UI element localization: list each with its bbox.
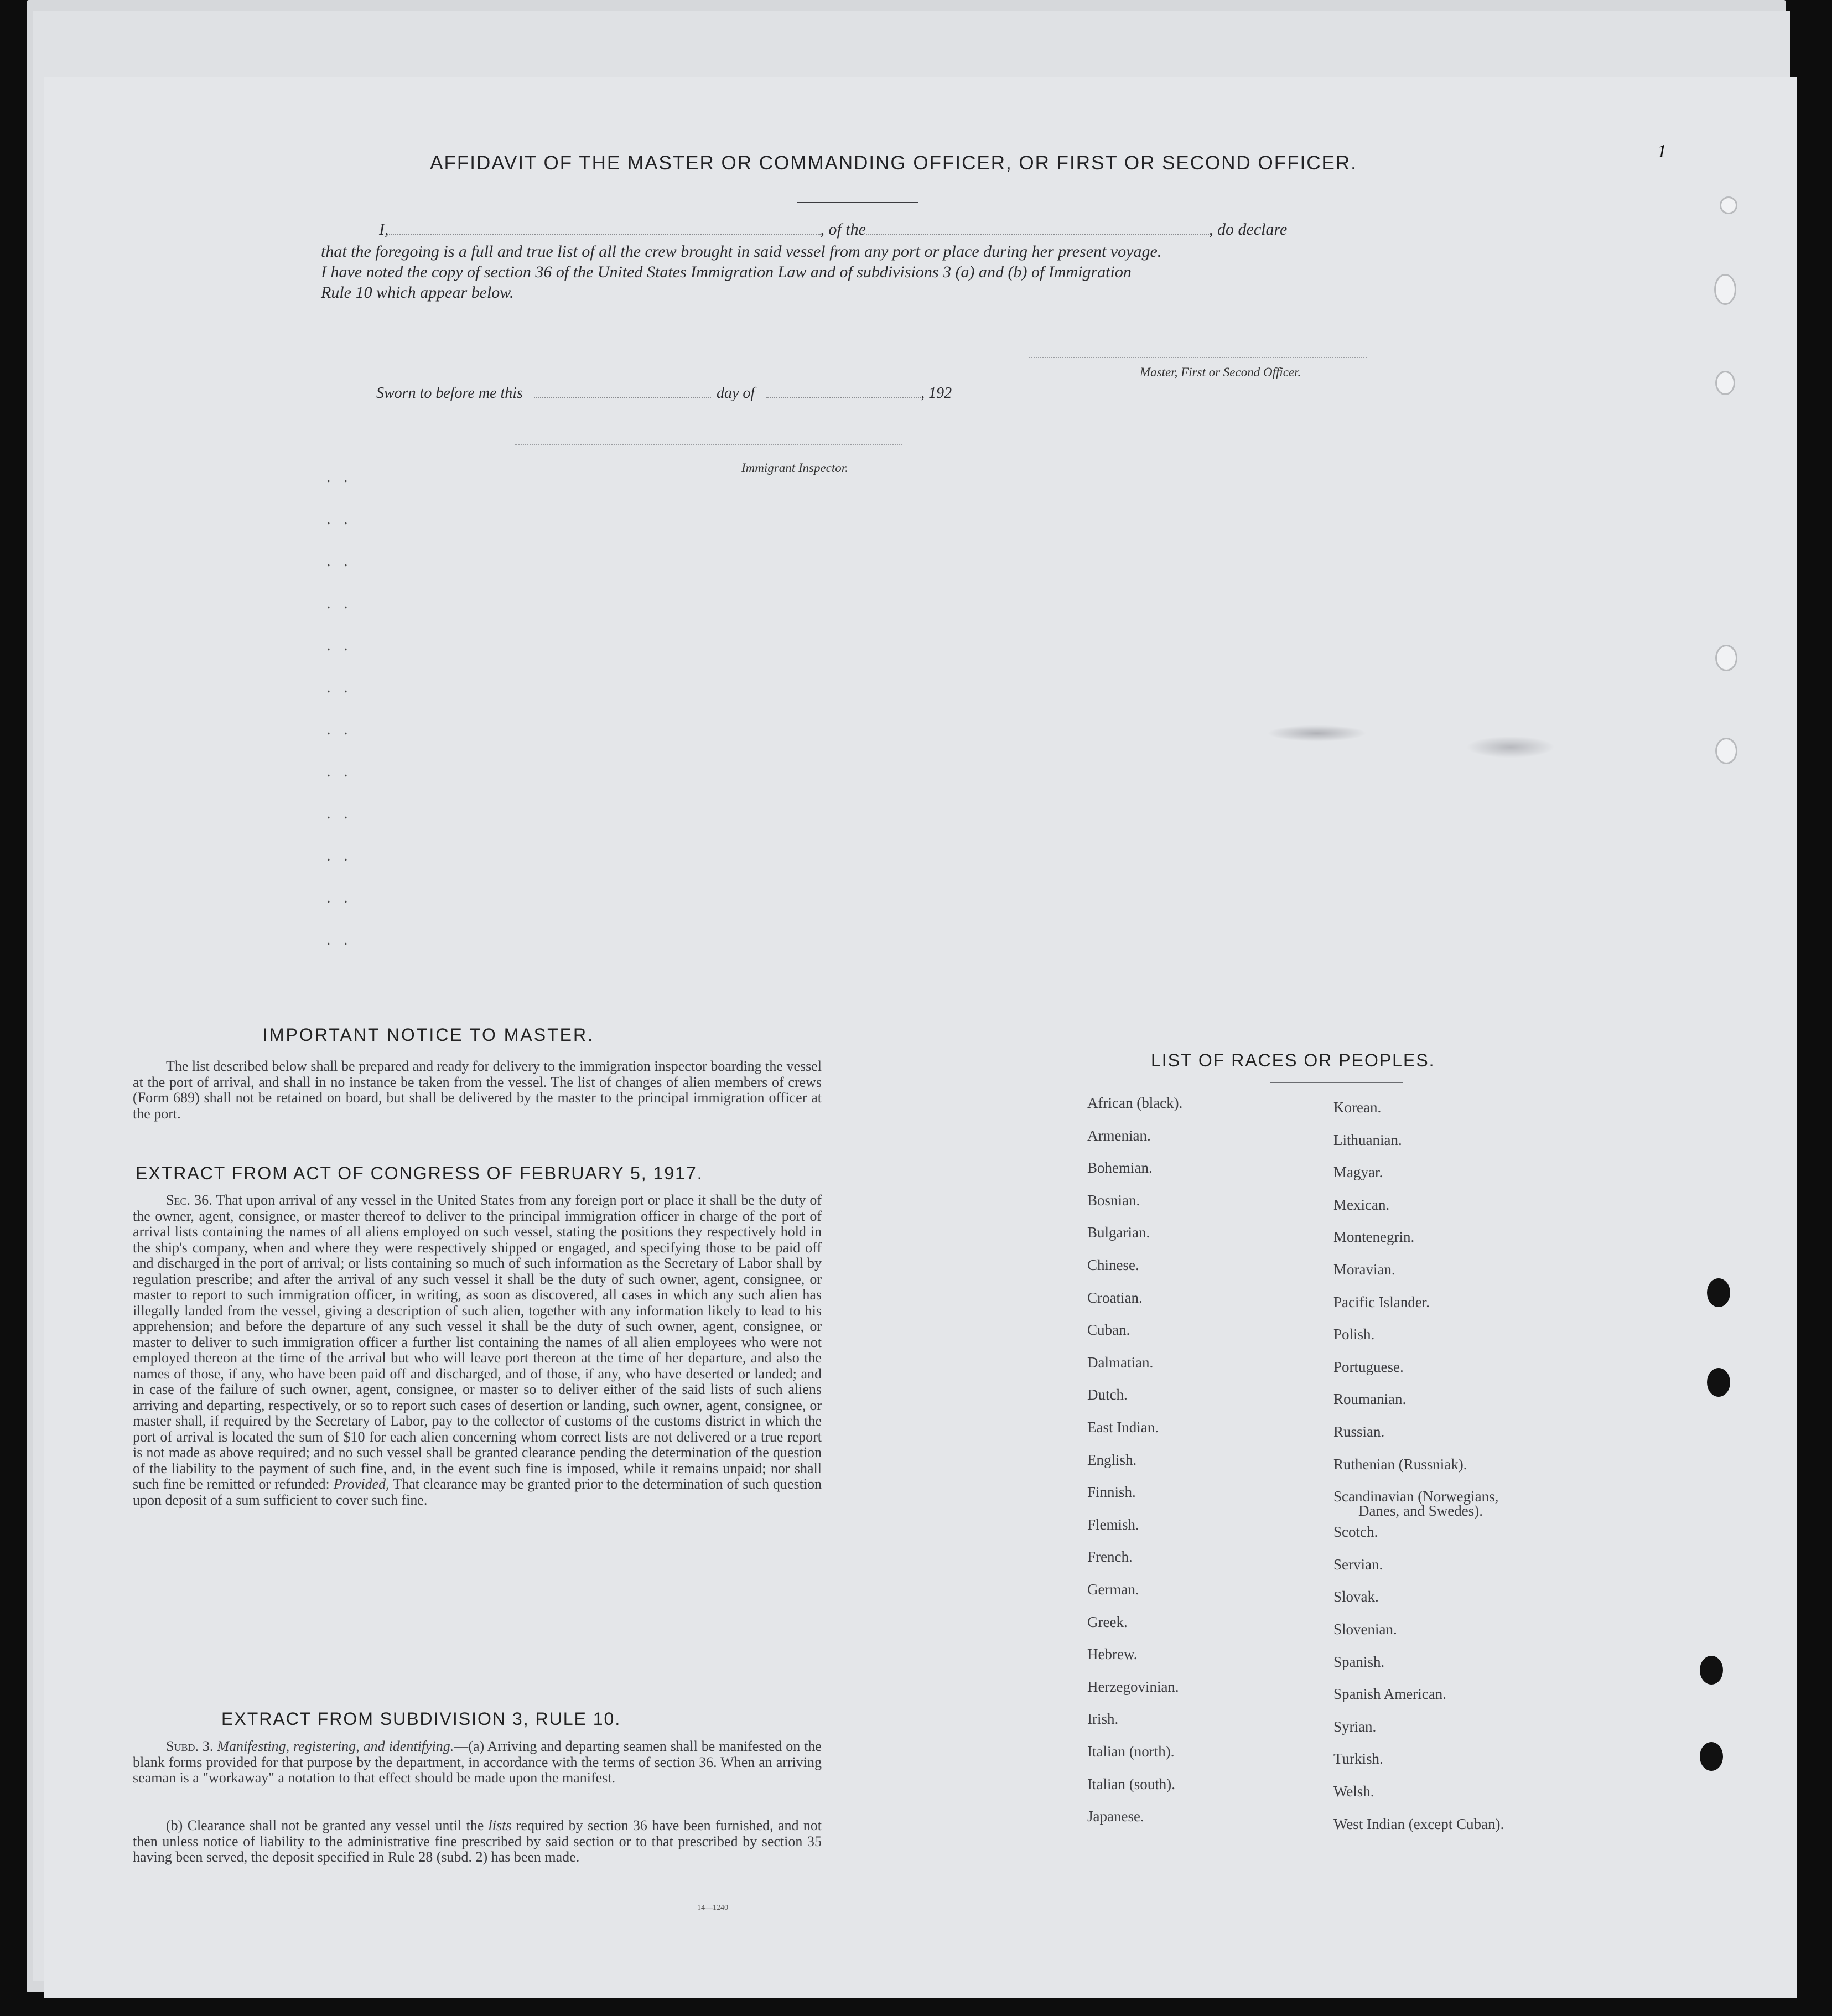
punch-hole	[1720, 196, 1737, 214]
race-item: Chinese.	[1087, 1257, 1139, 1273]
race-item: Slovenian.	[1333, 1621, 1397, 1637]
punch-hole	[1700, 1742, 1723, 1771]
race-item: Turkish.	[1333, 1750, 1383, 1768]
act-title: EXTRACT FROM ACT OF CONGRESS OF FEBRUARY 5, 1917.	[136, 1163, 703, 1183]
leader-dots-column: . . . . . . . . . . . . . . . . . . . . . . . .	[326, 468, 352, 949]
race-item: English.	[1087, 1451, 1137, 1468]
declaration-line-3: I have noted the copy of section 36 of the United States Immigration Law and of subdivisions 3 (a) and (b) of Immigration	[321, 263, 1132, 281]
punch-hole	[1714, 274, 1736, 305]
title-rule	[797, 202, 918, 203]
stamp-smudge	[1267, 725, 1367, 742]
race-item: German.	[1087, 1581, 1139, 1598]
stamp-smudge	[1466, 736, 1555, 758]
race-item: Scotch.	[1333, 1523, 1378, 1541]
rule-title: EXTRACT FROM SUBDIVISION 3, RULE 10.	[221, 1709, 621, 1729]
rule-text-b: (b) Clearance shall not be granted any vessel until the lists required by section 36 have been furnished, and not then unless notice of liability to the administrative fine prescribed by said section or to that prescribed by section 35 having been served, the deposit specified in Rule 28 (subd. 2) has been made.	[133, 1817, 822, 1865]
affidavit-title: AFFIDAVIT OF THE MASTER OR COMMANDING OFFICER, OR FIRST OR SECOND OFFICER.	[430, 152, 1357, 174]
race-item: Russian.	[1333, 1423, 1385, 1440]
race-item: Croatian.	[1087, 1289, 1143, 1306]
race-item: African (black).	[1087, 1095, 1183, 1111]
inspector-signature-blank[interactable]	[515, 444, 902, 445]
race-item: Korean.	[1333, 1099, 1382, 1116]
race-item: Servian.	[1333, 1556, 1383, 1573]
race-item: Welsh.	[1333, 1783, 1374, 1800]
name-blank[interactable]	[389, 233, 821, 235]
race-item: West Indian (except Cuban).	[1333, 1815, 1504, 1832]
race-item: Armenian.	[1087, 1127, 1151, 1144]
race-item: Herzegovinian.	[1087, 1678, 1179, 1695]
punch-hole	[1707, 1368, 1730, 1397]
punch-hole	[1700, 1656, 1723, 1685]
document-page	[44, 77, 1797, 1998]
race-item: Hebrew.	[1087, 1646, 1138, 1663]
race-item: Moravian.	[1333, 1261, 1395, 1278]
punch-hole	[1715, 645, 1737, 671]
race-item: Syrian.	[1333, 1718, 1377, 1735]
sworn-day-blank[interactable]	[534, 396, 711, 398]
race-item: French.	[1087, 1548, 1133, 1566]
race-item: Polish.	[1333, 1326, 1375, 1343]
race-item: Dutch.	[1087, 1386, 1128, 1403]
race-item: Roumanian.	[1333, 1391, 1407, 1408]
race-item: Slovak.	[1333, 1588, 1379, 1605]
race-item: Portuguese.	[1333, 1358, 1404, 1375]
punch-hole	[1715, 738, 1737, 764]
race-item: Finnish.	[1087, 1484, 1136, 1501]
punch-hole	[1707, 1278, 1730, 1307]
race-item: Dalmatian.	[1087, 1354, 1154, 1371]
race-item: Irish.	[1087, 1711, 1119, 1728]
section-label: Sec. 36.	[166, 1192, 212, 1208]
race-item: Bulgarian.	[1087, 1224, 1150, 1241]
rule-text-a: Subd. 3. Manifesting, registering, and identifying.—(a) Arriving and departing seamen shall be manifested on the blank forms provided for that purpose by the department, in accordance with the terms of section 36. When an arriving seaman is a "workaway" a notation to that effect should be made upon the manifest.	[133, 1738, 822, 1786]
race-item: Bosnian.	[1087, 1191, 1140, 1209]
race-item: Magyar.	[1333, 1164, 1383, 1181]
sworn-month-blank[interactable]	[766, 396, 921, 398]
race-item: East Indian.	[1087, 1419, 1159, 1435]
race-item: Lithuanian.	[1333, 1131, 1402, 1148]
master-signature-label: Master, First or Second Officer.	[1140, 365, 1301, 379]
races-rule	[1270, 1082, 1403, 1083]
race-item: Japanese.	[1087, 1808, 1144, 1825]
race-item: Danes, and Swedes).	[1358, 1502, 1483, 1520]
master-signature-blank[interactable]	[1029, 357, 1367, 358]
race-item: Greek.	[1087, 1613, 1128, 1630]
race-item: Italian (north).	[1087, 1743, 1175, 1760]
race-item: Ruthenian (Russniak).	[1333, 1455, 1467, 1473]
declaration-line-2: that the foregoing is a full and true list of all the crew brought in said vessel from any port or place during her present voyage.	[321, 242, 1162, 261]
race-item: Italian (south).	[1087, 1775, 1175, 1792]
race-item: Montenegrin.	[1333, 1229, 1415, 1246]
declaration-line-4: Rule 10 which appear below.	[321, 283, 514, 302]
vessel-blank[interactable]	[866, 233, 1209, 235]
race-item: Mexican.	[1333, 1196, 1390, 1213]
punch-hole	[1715, 371, 1735, 395]
declaration-line-1: I, , of the , do declare	[379, 220, 1288, 239]
notice-title: IMPORTANT NOTICE TO MASTER.	[263, 1025, 594, 1045]
act-text: Sec. 36. That upon arrival of any vessel in the United States from any foreign port or place it shall be the duty of the owner, agent, consignee, or master thereof to deliver to the principal immigration officer in charge of the port of arrival lists containing the names of all aliens employed on such vessel, stating the positions they respectively hold in the ship's company, when and where they were respectively shipped or engaged, and specifying those to be paid off and discharged in the port of arrival; or lists containing so much of such information as the Secretary of Labor shall by regulation prescribe; and after the arrival of any such vessel it shall be the duty of such owner, agent, consignee, or master to report to such immigration officer, in writing, as soon as discovered, all cases in which any such alien has illegally landed from the vessel, giving a description of such alien, together with any information likely to lead to his apprehension; and before the departure of any such vessel it shall be the duty of such owner, agent, consignee, or master to deliver to such immigration officer a further list containing the names of all alien employees who were not employed thereon at the time of the arrival but who will leave port thereon at the time of her departure, and also the names of those, if any, who have been paid off and discharged, and of those, if any, who have deserted or landed; and in case of the failure of such owner, agent, consignee, or master so to deliver either of the said lists of such aliens arriving and departing, respectively, or so to report such cases of desertion or landing, such owner, agent, consignee, or master shall, if required by the Secretary of Labor, pay to the collector of customs of the customs district in which the port of arrival is located the sum of $10 for each alien concerning whom correct lists are not delivered or a true report is not made as above required; and no such vessel shall be granted clearance pending the determination of the question of the liability to the payment of such fine, and, in the event such fine is imposed, while it remains unpaid; nor shall such fine be remitted or refunded: Provided, That clearance may be granted prior to the determination of such question upon deposit of a sum sufficient to cover such fine.	[133, 1192, 822, 1508]
race-item: Cuban.	[1087, 1321, 1130, 1339]
race-item: Bohemian.	[1087, 1159, 1153, 1177]
race-item: Flemish.	[1087, 1516, 1139, 1533]
margin-mark: 1	[1657, 141, 1667, 162]
notice-text: The list described below shall be prepared and ready for delivery to the immigration inspector boarding the vessel at the port of arrival, and shall in no instance be taken from the vessel. The list of changes of alien members of crews (Form 689) shall not be retained on board, but shall be delivered by the master to the principal immigration officer at the port.	[133, 1058, 822, 1122]
sworn-line: Sworn to before me this day of , 192	[376, 385, 952, 402]
race-item: Pacific Islander.	[1333, 1293, 1430, 1310]
race-item: Scandinavian (Norwegians,	[1333, 1488, 1499, 1505]
form-code: 14—1240	[697, 1904, 728, 1912]
race-item: Spanish.	[1333, 1653, 1385, 1670]
inspector-label: Immigrant Inspector.	[741, 461, 848, 475]
races-title: LIST OF RACES OR PEOPLES.	[1151, 1050, 1435, 1070]
race-item: Spanish American.	[1333, 1686, 1446, 1703]
